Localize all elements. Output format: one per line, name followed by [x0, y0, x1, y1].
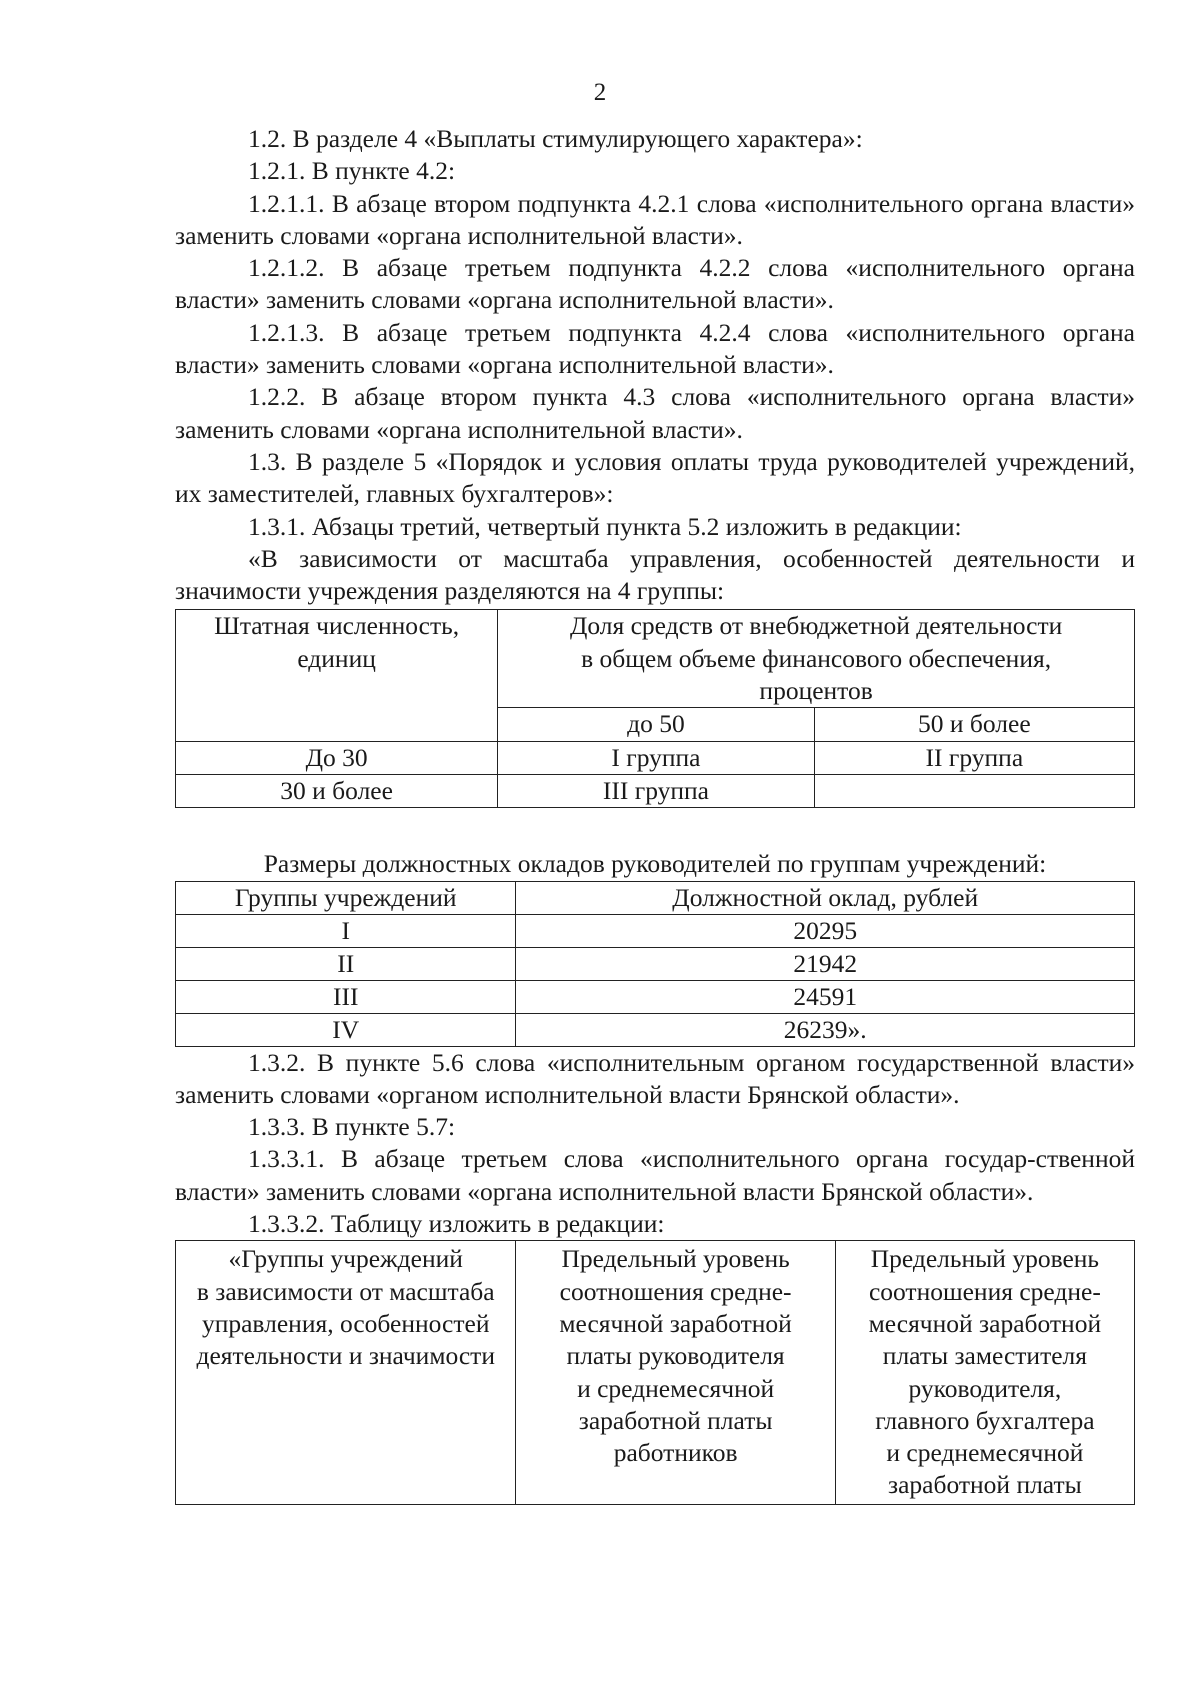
cell-line: платы заместителя	[882, 1341, 1087, 1371]
paragraph: 1.2. В разделе 4 «Выплаты стимулирующего характера»:	[248, 124, 863, 153]
cell-line: заработной платы	[888, 1470, 1082, 1500]
table-cell: 20295	[516, 914, 1135, 947]
table-cell: 30 и более	[176, 774, 498, 807]
cell-line: платы руководителя	[566, 1341, 785, 1371]
cell-line: процентов	[759, 676, 873, 706]
table-cell: II группа	[814, 741, 1134, 774]
cell-line: соотношения средне-	[559, 1276, 792, 1306]
cell-line: Предельный уровень	[870, 1244, 1100, 1274]
paragraph: 1.3.2. В пункте 5.6 слова «исполнительным органом государственной власти» заменить словами «органом исполнительной власти Брянской области».	[175, 1047, 1135, 1109]
cell-line: деятельности и значимости	[196, 1341, 495, 1371]
cell-line: месячной заработной	[559, 1308, 792, 1338]
table-row	[176, 980, 1135, 1013]
cell-line: в зависимости от масштаба	[196, 1276, 495, 1306]
salaries-table	[175, 881, 1135, 1047]
paragraph: 1.2.1.1. В абзаце втором подпункта 4.2.1 слова «исполнительного органа власти» заменить словами «органа исполнительной власти».	[175, 188, 1135, 250]
cell-line: руководителя,	[908, 1373, 1062, 1403]
cell-line: в общем объеме финансового обеспечения,	[581, 643, 1052, 673]
table-cell: III	[176, 980, 516, 1013]
table-cell: IV	[176, 1013, 516, 1046]
paragraph: 1.2.2. В абзаце втором пункта 4.3 слова «исполнительного органа власти» заменить словами «органа исполнительной власти».	[175, 382, 1135, 444]
salaries-title: Размеры должностных окладов руководителей по группам учреждений:	[263, 849, 1047, 879]
table-cell: 21942	[516, 947, 1135, 980]
cell-line: Доля средств от внебюджетной деятельности	[569, 611, 1063, 641]
table-cell: III группа	[498, 774, 814, 807]
ratio-header-groups	[176, 1241, 516, 1504]
groups-header-share	[498, 610, 1135, 708]
table-cell: I	[176, 914, 516, 947]
salaries-header-group: Группы учреждений	[176, 881, 516, 914]
page-number: 2	[593, 79, 607, 106]
table-cell: 26239».	[516, 1013, 1135, 1046]
groups-table	[175, 609, 1135, 808]
cell-line: единиц	[297, 643, 376, 673]
groups-subheader-50-plus: 50 и более	[814, 708, 1134, 741]
paragraph: «В зависимости от масштаба управления, особенностей деятельности и значимости учреждения разделяются на 4 группы:	[175, 543, 1135, 606]
cell-line: месячной заработной	[868, 1308, 1102, 1338]
table-row	[176, 774, 1135, 807]
ratio-header-deputy	[835, 1241, 1134, 1504]
paragraph: 1.3.3.1. В абзаце третьем слова «исполнительного органа государ-ственной власти» заменить словами «органа исполнительной власти Брянской области».	[175, 1144, 1135, 1206]
paragraph: 1.3. В разделе 5 «Порядок и условия оплаты труда руководителей учреждений, их заместителей, главных бухгалтеров»:	[175, 446, 1135, 509]
paragraph: 1.2.1.3. В абзаце третьем подпункта 4.2.4 слова «исполнительного органа власти» заменить словами «органа исполнительной власти».	[175, 317, 1135, 380]
table-cell: II	[176, 947, 516, 980]
groups-header-staff	[176, 610, 498, 741]
document-body	[175, 123, 1135, 1505]
table-row	[176, 914, 1135, 947]
cell-line: управления, особенностей	[201, 1308, 490, 1338]
table-row	[176, 947, 1135, 980]
cell-line: главного бухгалтера	[875, 1405, 1095, 1435]
table-cell: До 30	[176, 741, 498, 774]
cell-line: Штатная численность,	[214, 611, 460, 641]
salaries-header-salary: Должностной оклад, рублей	[516, 881, 1135, 914]
cell-line: и среднемесячной	[577, 1373, 775, 1403]
ratio-table	[175, 1240, 1135, 1504]
table-row	[176, 1013, 1135, 1046]
table-cell: 24591	[516, 980, 1135, 1013]
cell-line: работников	[613, 1438, 738, 1468]
paragraph: 1.2.1. В пункте 4.2:	[248, 156, 456, 186]
cell-line: Предельный уровень	[561, 1244, 790, 1274]
table-row	[176, 741, 1135, 774]
paragraph: 1.2.1.2. В абзаце третьем подпункта 4.2.2 слова «исполнительного органа власти» заменить словами «органа исполнительной власти».	[175, 253, 1135, 315]
cell-line: заработной платы	[578, 1405, 773, 1435]
groups-subheader-up-to-50: до 50	[498, 708, 814, 741]
cell-line: «Группы учреждений	[228, 1244, 463, 1274]
paragraph: 1.3.1. Абзацы третий, четвертый пункта 5.2 изложить в редакции:	[248, 511, 962, 541]
cell-line: соотношения средне-	[868, 1276, 1101, 1306]
paragraph: 1.3.3.2. Таблицу изложить в редакции:	[248, 1209, 665, 1239]
cell-line: и среднемесячной	[886, 1438, 1084, 1468]
table-cell: I группа	[498, 741, 814, 774]
paragraph: 1.3.3. В пункте 5.7:	[248, 1112, 456, 1142]
ratio-header-head	[516, 1241, 835, 1504]
table-cell	[814, 774, 1134, 807]
